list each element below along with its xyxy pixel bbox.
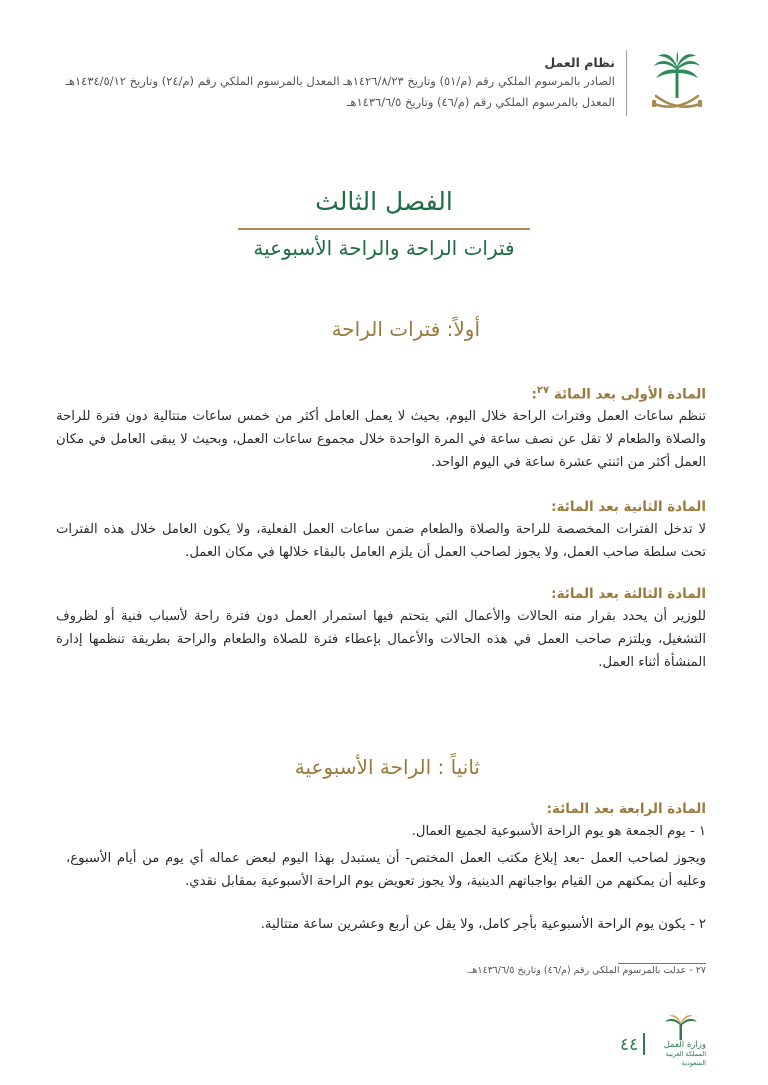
section-title-weekly-rest: ثانياً : الراحة الأسبوعية xyxy=(294,755,480,779)
header-divider xyxy=(626,50,627,116)
chapter-title: الفصل الثالث xyxy=(315,187,453,216)
article-103-heading: المادة الثالثة بعد المائة: xyxy=(551,586,706,602)
footnote-ref: ٢٧ xyxy=(536,385,550,396)
page-number: ٤٤ xyxy=(620,1035,639,1055)
law-amendment-line: المعدل بالمرسوم الملكي رقم (م/٤٦) وتاريخ ١٤٣٦/٦/٥هـ xyxy=(347,95,615,109)
palm-swords-emblem-icon xyxy=(648,50,706,120)
chapter-subtitle: فترات الراحة والراحة الأسبوعية xyxy=(253,236,515,260)
footnote: ٢٧ - عدلت بالمرسوم الملكي رقم (م/٤٦) وتاريخ ١٤٣٦/٦/٥هـ. xyxy=(466,965,706,976)
article-heading-colon: : xyxy=(531,386,537,403)
ministry-logo-text xyxy=(646,1040,706,1068)
section-title-rest-periods: أولاً: فترات الراحة xyxy=(331,317,480,341)
page-number-divider xyxy=(643,1033,645,1055)
article-104-item-1-continuation: ويجوز لصاحب العمل -بعد إبلاغ مكتب العمل المختص- أن يستبدل بهذا اليوم لبعض عماله أي يوم من أيام الأسبوع، وعليه أن يمكنهم من القيام بواجباتهم الدينية، ولا يجوز تعويض يوم الراحة الأسبوعية بمقابل نقدي. xyxy=(66,851,706,889)
article-104-item-1: ١ - يوم الجمعة هو يوم الراحة الأسبوعية لجميع العمال. xyxy=(411,824,706,839)
law-decree-line: الصادر بالمرسوم الملكي رقم (م/٥١) وتاريخ ١٤٢٦/٨/٢٣هـ المعدل بالمرسوم الملكي رقم (م/٢٤) وتاريخ ١٤٣٤/٥/١٢هـ xyxy=(65,74,615,88)
ministry-name: وزارة العمل xyxy=(663,1040,706,1050)
article-104-heading: المادة الرابعة بعد المائة: xyxy=(546,801,706,817)
article-102-heading: المادة الثانية بعد المائة: xyxy=(551,499,706,515)
article-heading-text: المادة الأولى بعد المائة xyxy=(553,386,706,403)
chapter-title-rule xyxy=(238,228,530,230)
article-102-body: لا تدخل الفترات المخصصة للراحة والصلاة والطعام ضمن ساعات العمل الفعلية، ولا يكون العامل خلال هذه الفترات تحت سلطة صاحب العمل، ولا يجوز لصاحب العمل أن يلزم العامل بالبقاء خلالها في مكان العمل. xyxy=(56,522,706,560)
ministry-country: المملكة العربية السعودية xyxy=(665,1050,706,1067)
article-101-body: تنظم ساعات العمل وفترات الراحة خلال اليوم، بحيث لا يعمل العامل أكثر من خمس ساعات متتالية دون فترة للراحة والصلاة والطعام لا تقل عن نصف ساعة في المرة الواحدة خلال مجموع ساعات العمل، وبحيث لا يبقى العامل في مكان العمل أكثر من اثنتي عشرة ساعة في اليوم الواحد. xyxy=(56,409,706,470)
article-101-heading xyxy=(62,380,706,406)
article-103-body: للوزير أن يحدد بقرار منه الحالات والأعمال التي يتحتم فيها استمرار العمل دون فترة راحة لأسباب فنية أو لظروف التشغيل، ويلتزم صاحب العمل في هذه الحالات والأعمال بإعطاء فترة للصلاة والطعام والراحة بطريقة تنظمها إدارة المنشأة أثناء العمل. xyxy=(56,609,706,670)
article-104-item-2: ٢ - يكون يوم الراحة الأسبوعية بأجر كامل، ولا يقل عن أربع وعشرين ساعة متتالية. xyxy=(260,917,706,932)
document-header xyxy=(0,55,615,113)
law-title: نظام العمل xyxy=(544,55,615,70)
